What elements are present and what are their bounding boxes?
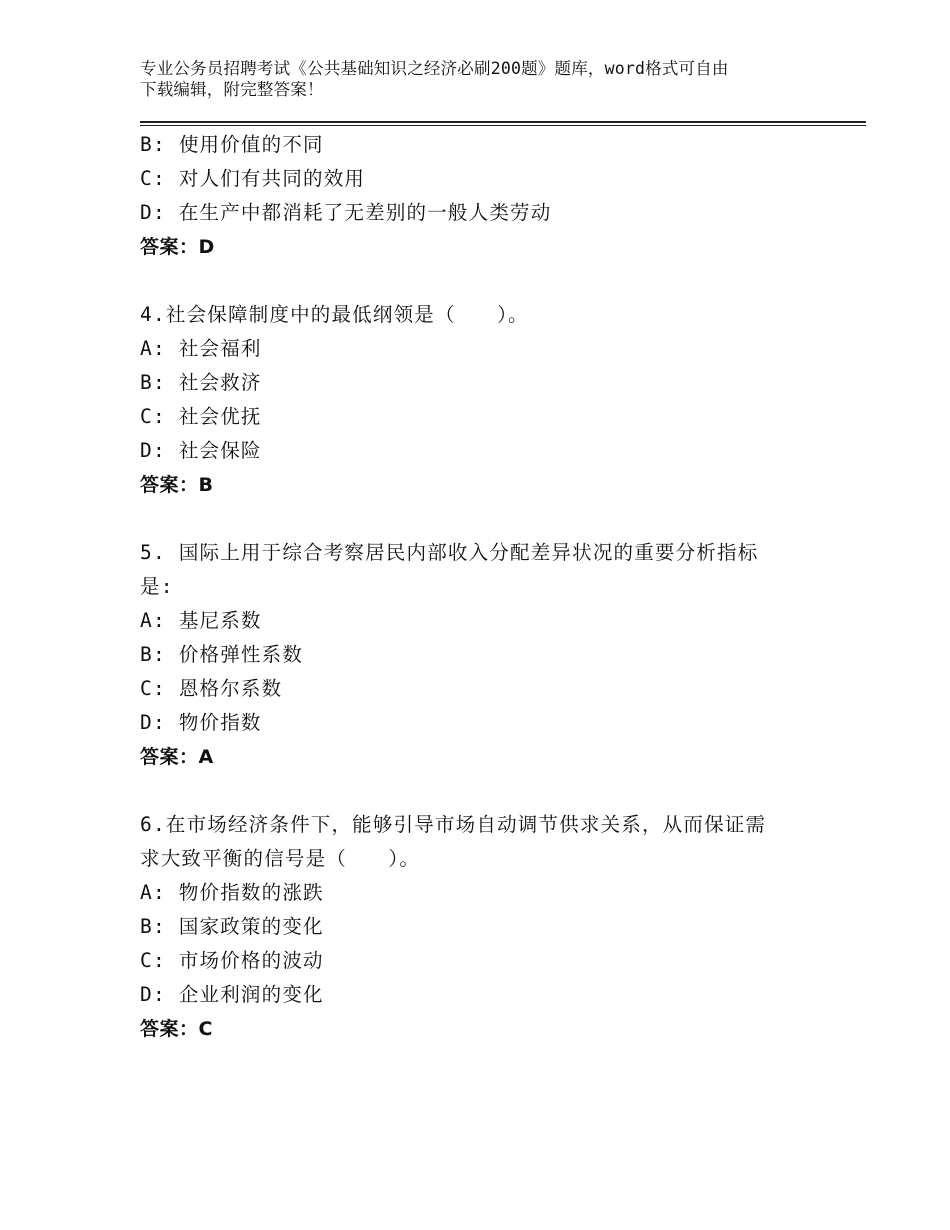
document-header [140,58,830,100]
question-stem: 4.社会保障制度中的最低纲领是（ ）。 [140,303,529,326]
spacer [140,774,840,808]
question-6 [140,808,840,1046]
header-divider [140,121,866,126]
question-4 [140,298,840,502]
header-line-1: 专业公务员招聘考试《公共基础知识之经济必刷200题》题库，word格式可自由 [140,59,729,78]
question-stem-line-2: 求大致平衡的信号是（ ）。 [140,847,421,870]
option-a: A: 基尼系数 [140,609,262,632]
question-5 [140,536,840,774]
option-d: D: 物价指数 [140,711,262,734]
answer-label: 答案：A [140,746,214,768]
option-a: A: 物价指数的涨跌 [140,881,324,904]
option-a: A: 社会福利 [140,337,262,360]
option-d: D: 社会保险 [140,439,262,462]
option-b: B: 社会救济 [140,371,262,394]
option-c: C: 社会优抚 [140,405,262,428]
question-3-continued [140,128,840,264]
answer-label: 答案：D [140,236,215,258]
question-stem-line-1: 6.在市场经济条件下，能够引导市场自动调节供求关系，从而保证需 [140,813,767,836]
answer-label: 答案：C [140,1018,213,1040]
question-list [140,128,840,1046]
option-c: C: 恩格尔系数 [140,677,283,700]
option-c: C: 对人们有共同的效用 [140,167,366,190]
question-stem-line-1: 5. 国际上用于综合考察居民内部收入分配差异状况的重要分析指标 [140,541,759,564]
option-b: B: 使用价值的不同 [140,133,324,156]
option-d: D: 企业利润的变化 [140,983,324,1006]
option-d: D: 在生产中都消耗了无差别的一般人类劳动 [140,201,552,224]
option-b: B: 价格弹性系数 [140,643,304,666]
option-c: C: 市场价格的波动 [140,949,324,972]
spacer [140,502,840,536]
option-b: B: 国家政策的变化 [140,915,324,938]
spacer [140,264,840,298]
question-stem-line-2: 是: [140,575,174,598]
header-line-2: 下载编辑，附完整答案！ [140,80,324,99]
answer-label: 答案：B [140,474,214,496]
